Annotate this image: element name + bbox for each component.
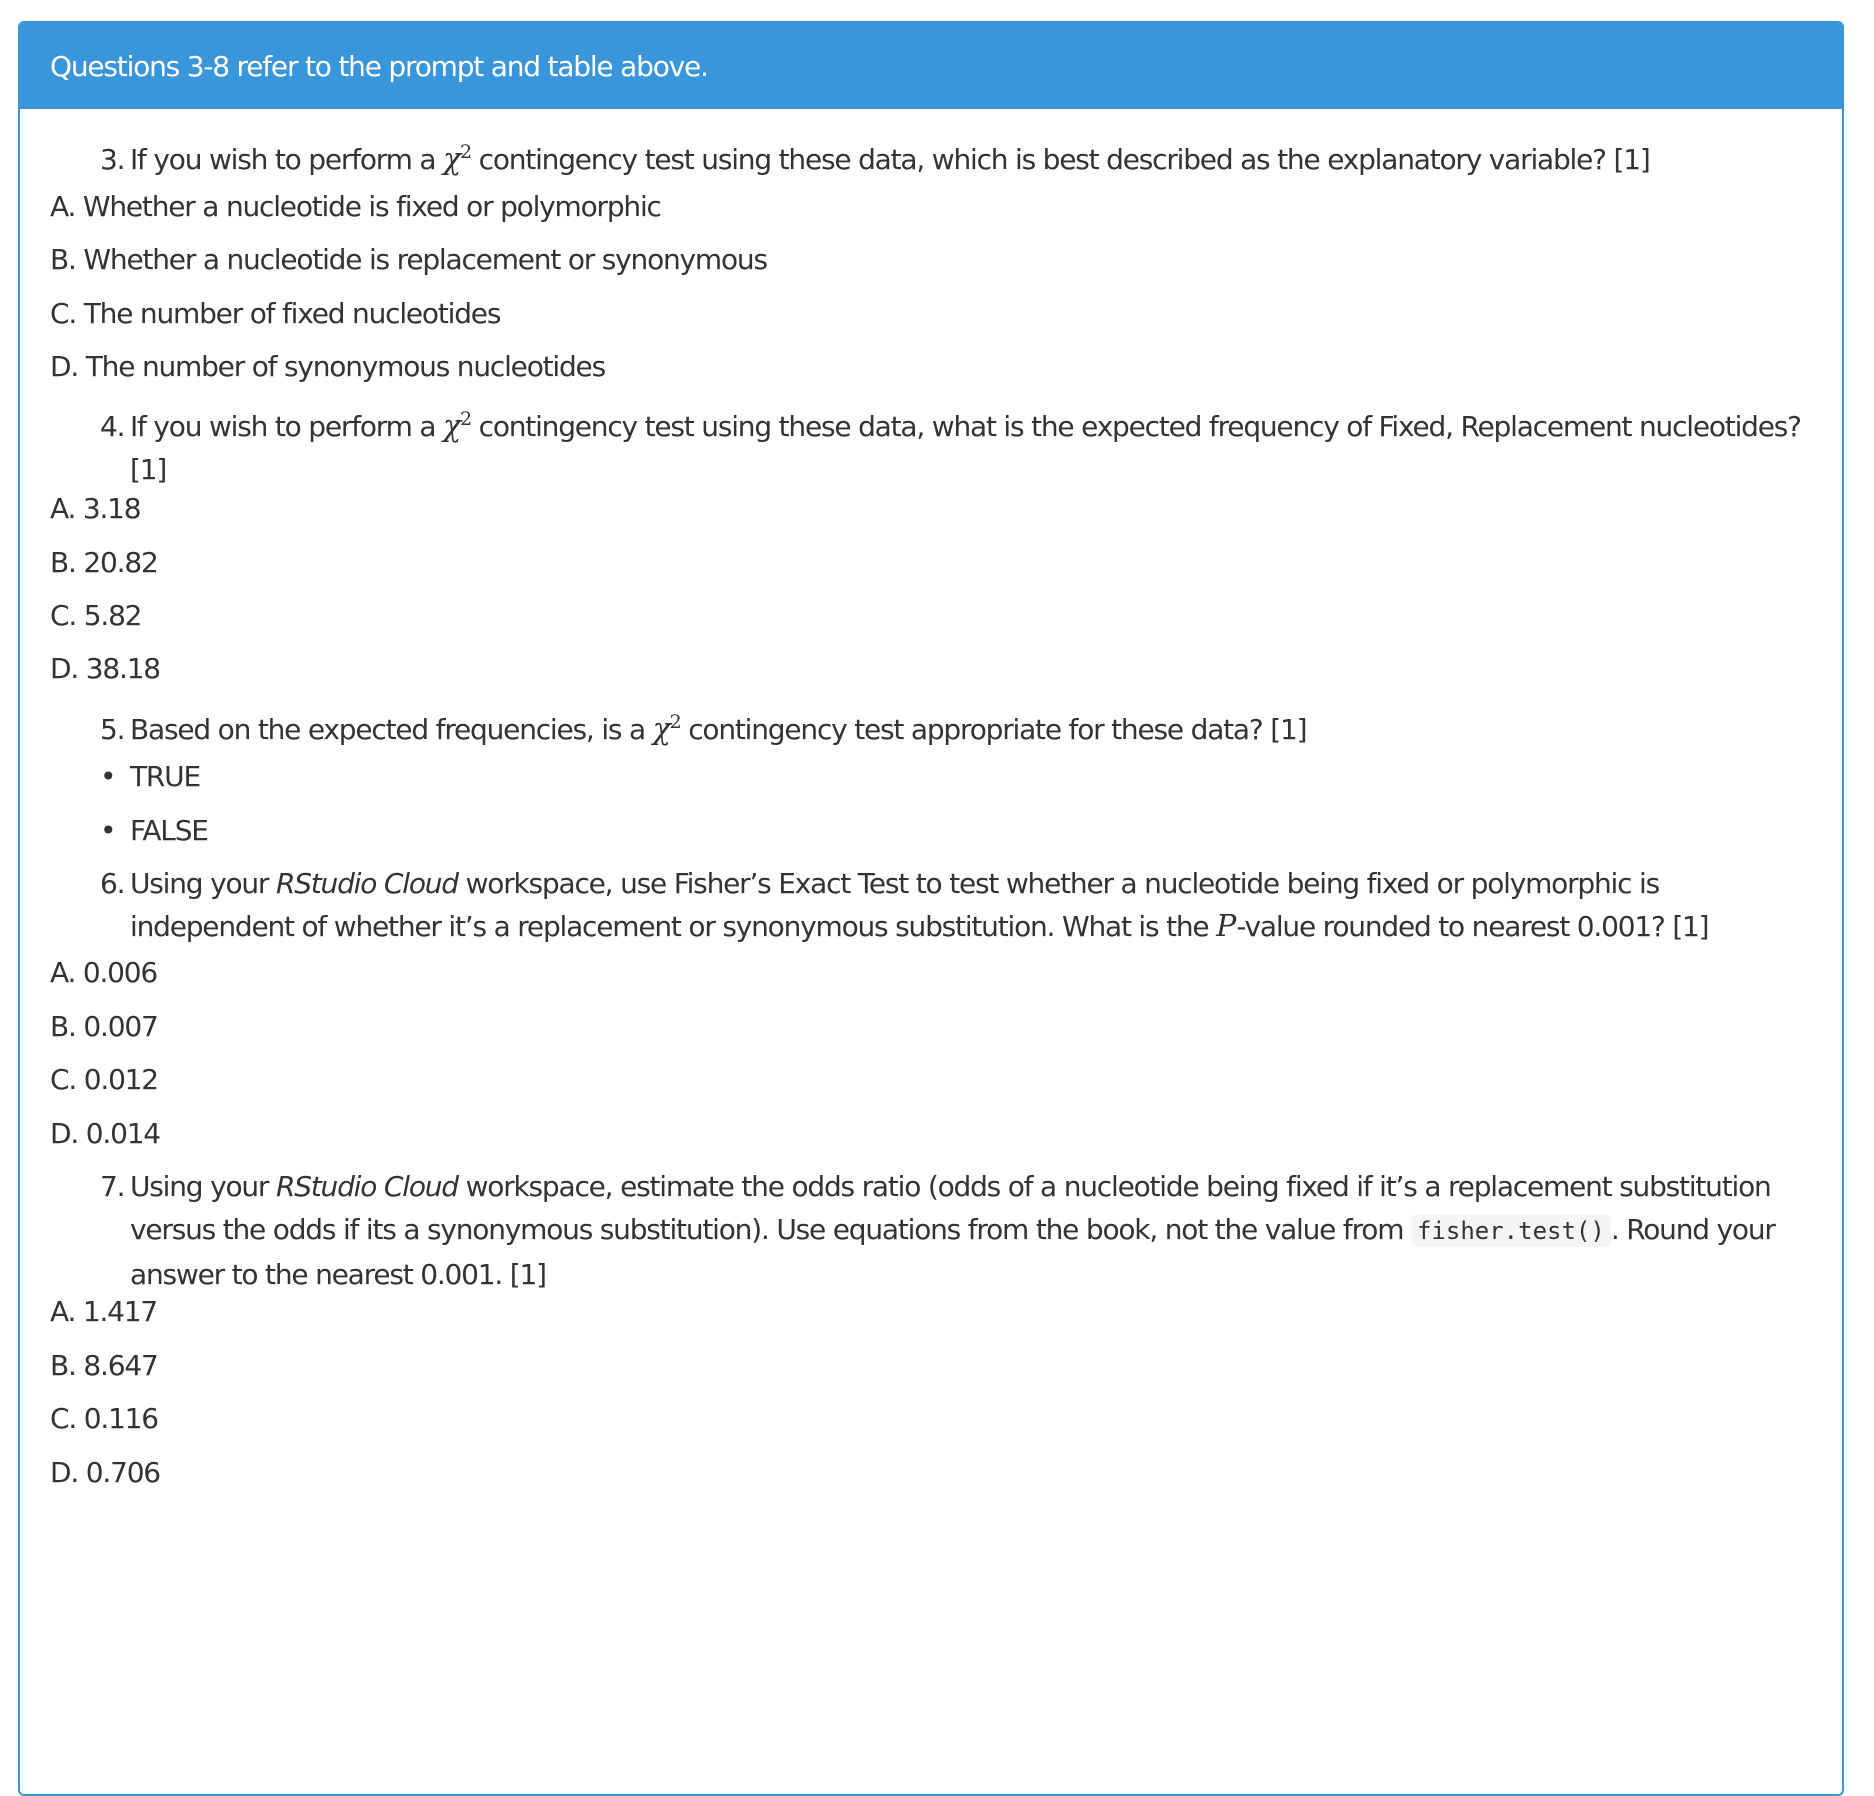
q4-option-d[interactable]: D. 38.18 <box>50 652 160 685</box>
chi-glyph: χ <box>443 142 461 177</box>
bullet-icon: • <box>100 814 116 847</box>
q7-option-b[interactable]: B. 8.647 <box>50 1349 158 1382</box>
q6-option-a[interactable]: A. 0.006 <box>50 956 158 989</box>
q6-option-c[interactable]: C. 0.012 <box>50 1063 158 1096</box>
question-text: -value rounded to nearest 0.001? [1] <box>1236 910 1709 943</box>
chi-exponent: 2 <box>460 141 471 163</box>
rstudio-cloud-emphasis: RStudio Cloud <box>275 1170 458 1203</box>
question-text-continued: [1] <box>130 453 167 486</box>
bullet-icon: • <box>100 760 116 793</box>
chi-exponent: 2 <box>669 711 681 733</box>
q3-option-d[interactable]: D. The number of synonymous nucleotides <box>50 350 605 383</box>
chi-glyph: χ <box>652 712 670 747</box>
q4-option-b[interactable]: B. 20.82 <box>50 546 158 579</box>
question-6 <box>100 862 1708 948</box>
question-text: contingency test using these data, which is best described as the explanatory variable? [1] <box>478 143 1650 176</box>
question-text: contingency test appropriate for these data? [1] <box>688 713 1307 746</box>
question-text: independent of whether it’s a replacement or synonymous substitution. What is the <box>130 910 1209 943</box>
question-text: workspace, estimate the odds ratio (odds of a nucleotide being fixed if it’s a replacement substitution <box>465 1170 1771 1203</box>
question-number: 3. <box>100 143 125 176</box>
p-variable: P <box>1216 909 1237 944</box>
option-label: FALSE <box>130 814 208 847</box>
q7-option-d[interactable]: D. 0.706 <box>50 1456 160 1489</box>
q4-option-c[interactable]: C. 5.82 <box>50 599 142 632</box>
chi-square-symbol <box>443 409 471 444</box>
question-text-continued: answer to the nearest 0.001. [1] <box>130 1258 546 1291</box>
question-3 <box>100 131 1650 181</box>
q7-option-a[interactable]: A. 1.417 <box>50 1295 158 1328</box>
question-text: contingency test using these data, what is the expected frequency of Fixed, Replacement nucleotides? <box>478 410 1801 443</box>
question-text: If you wish to perform a <box>130 410 436 443</box>
q5-option-true[interactable] <box>100 755 200 798</box>
question-panel <box>18 21 1844 1796</box>
question-number: 7. <box>100 1170 125 1203</box>
question-text-continued <box>100 1208 1775 1253</box>
q3-option-a[interactable]: A. Whether a nucleotide is fixed or polymorphic <box>50 190 661 223</box>
question-number: 4. <box>100 410 125 443</box>
chi-square-symbol <box>443 142 471 177</box>
chi-square-symbol <box>653 712 681 747</box>
question-text: versus the odds if its a synonymous substitution). Use equations from the book, not the value from <box>130 1213 1404 1246</box>
question-number: 5. <box>100 713 125 746</box>
question-text: workspace, use Fisher’s Exact Test to test whether a nucleotide being fixed or polymorphic is <box>465 867 1659 900</box>
option-label: TRUE <box>130 760 200 793</box>
question-7 <box>100 1165 1775 1296</box>
question-text: Based on the expected frequencies, is a <box>130 713 645 746</box>
q3-option-c[interactable]: C. The number of fixed nucleotides <box>50 297 501 330</box>
question-text: If you wish to perform a <box>130 143 436 176</box>
q7-option-c[interactable]: C. 0.116 <box>50 1402 158 1435</box>
rstudio-cloud-emphasis: RStudio Cloud <box>275 867 458 900</box>
question-text: . Round your <box>1610 1213 1775 1246</box>
question-4 <box>100 398 1801 491</box>
q3-option-b[interactable]: B. Whether a nucleotide is replacement or synonymous <box>50 243 767 276</box>
question-5 <box>100 701 1306 751</box>
panel-header <box>20 23 1842 109</box>
question-text-continued <box>100 905 1708 948</box>
q4-option-a[interactable]: A. 3.18 <box>50 492 141 525</box>
code-fisher-test: fisher.test() <box>1411 1215 1611 1247</box>
question-text: Using your <box>130 1170 269 1203</box>
panel-title: Questions 3-8 refer to the prompt and table above. <box>50 49 708 83</box>
chi-glyph: χ <box>443 409 461 444</box>
question-text: Using your <box>130 867 269 900</box>
question-number: 6. <box>100 867 125 900</box>
q5-option-false[interactable] <box>100 809 208 852</box>
chi-exponent: 2 <box>460 408 471 430</box>
q6-option-d[interactable]: D. 0.014 <box>50 1117 160 1150</box>
q6-option-b[interactable]: B. 0.007 <box>50 1010 158 1043</box>
